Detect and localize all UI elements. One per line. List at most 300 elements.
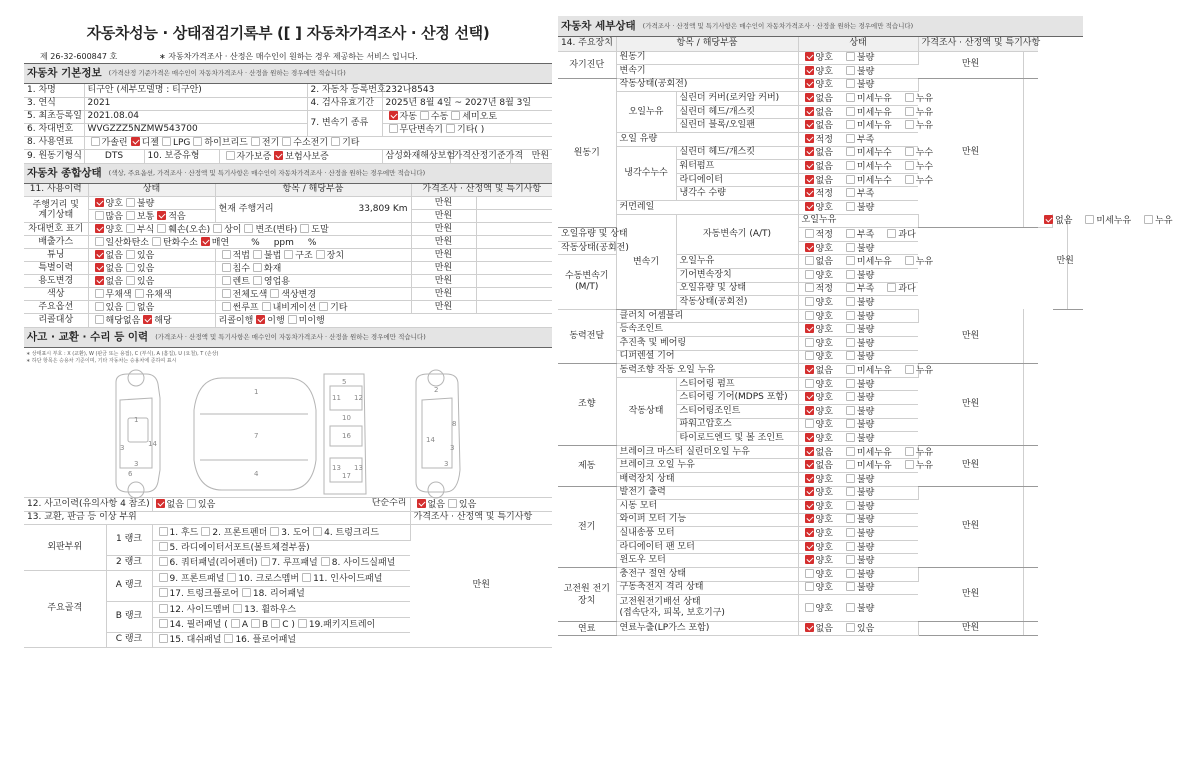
checkbox[interactable] [222,250,231,259]
system-label: 변속기 [616,214,676,309]
checkbox[interactable] [846,120,855,129]
detail-row [558,445,1083,459]
checkbox[interactable] [213,224,222,233]
state-cell: 양호 불량 [798,418,918,432]
checkbox[interactable] [270,527,279,536]
checkbox[interactable] [159,557,168,566]
svg-text:17: 17 [342,472,351,480]
checkbox[interactable] [251,619,260,628]
note-cell [1023,486,1038,568]
check-icon[interactable] [805,243,814,252]
engine-type: DTS [84,149,144,163]
checkbox[interactable] [331,137,340,146]
doc-note: ∗ 자동차가격조사 · 산정은 매수인이 원하는 경우 제공하는 서비스 입니다. [159,51,418,61]
checkbox[interactable] [451,111,460,120]
svg-text:3: 3 [134,460,139,468]
checkbox[interactable] [126,276,135,285]
checkbox[interactable] [805,229,814,238]
check-icon[interactable] [805,447,814,456]
state-cell: 양호 불량 [798,241,918,255]
checkbox[interactable] [233,604,242,613]
checkbox[interactable] [805,569,814,578]
checkbox[interactable] [805,582,814,591]
checkbox[interactable] [805,283,814,292]
checkbox[interactable] [1085,215,1094,224]
checkbox[interactable] [846,79,855,88]
checkbox[interactable] [846,311,855,320]
label-fuel: 8. 사용연료 [24,136,84,149]
checkbox[interactable] [389,124,398,133]
item-label: 작동상태(공회전) [616,78,798,92]
checkbox[interactable] [846,419,855,428]
item-label: 파워고압호스 [676,418,798,432]
checkbox[interactable] [846,243,855,252]
item-label: 추진축 및 베어링 [616,336,798,350]
check-icon[interactable] [805,175,814,184]
state-cell: 양호 불량 [798,581,918,595]
checkbox[interactable] [201,527,210,536]
checkbox[interactable] [95,302,104,311]
item-label: 등속조인트 [616,323,798,337]
check-icon[interactable] [417,499,426,508]
checkbox[interactable] [905,120,914,129]
price-cell: 만원 [918,51,1023,78]
check-icon[interactable] [389,111,398,120]
checkbox[interactable] [905,460,914,469]
check-icon[interactable] [131,137,140,146]
checkbox[interactable] [159,527,168,536]
svg-text:2: 2 [434,386,439,394]
check-icon[interactable] [157,211,166,220]
label-first-reg: 5. 최초등록일 [24,110,84,123]
check-icon[interactable] [805,52,814,61]
checkbox[interactable] [242,588,251,597]
checkbox[interactable] [159,573,168,582]
checkbox[interactable] [846,134,855,143]
item-label: 커먼레일 [616,201,798,215]
svg-text:1: 1 [254,388,259,396]
checkbox[interactable] [159,542,168,551]
checkbox[interactable] [846,52,855,61]
group-label: 작동상태 [616,377,676,445]
check-icon[interactable] [805,406,814,415]
checkbox[interactable] [224,634,233,643]
state-cell: 양호 불량 [798,513,918,527]
price-base-value: 만원 [510,149,552,163]
check-icon[interactable] [805,188,814,197]
checkbox[interactable] [846,93,855,102]
checkbox[interactable] [319,302,328,311]
checkbox[interactable] [846,297,855,306]
check-icon[interactable] [95,224,104,233]
state-cell: 양호 불량 [798,296,918,310]
price-cell: 만원 [1053,214,1068,309]
checkbox[interactable] [805,379,814,388]
doc-number-row [24,50,552,64]
svg-text:6: 6 [128,470,133,478]
system-label: 연료 [558,622,616,636]
checkbox[interactable] [905,93,914,102]
checkbox[interactable] [152,237,161,246]
checkbox[interactable] [270,289,279,298]
state-cell: 없음 미세누수 누수 [798,160,918,174]
checkbox[interactable] [251,137,260,146]
checkbox[interactable] [905,107,914,116]
checkbox[interactable] [126,302,135,311]
section-accident-history: 사고 · 교환 · 수리 등 이력 (가격조사 · 산정액 및 특기사항은 매수인이 자동차가격조사 · 산정을 원하는 경우에만 적습니다) [24,328,552,348]
item-label: 디퍼렌셜 기어 [616,350,798,364]
check-icon[interactable] [143,315,152,324]
label-year: 3. 연식 [24,97,84,110]
item-label: 클러치 어셈블리 [616,309,798,323]
checkbox[interactable] [253,263,262,272]
detail-table: 14. 주요장치 항목 / 해당부품 상태 가격조사 · 산정액 및 특기사항 자기진단 원동기 양호 불량 만원 변속기 양호 불량 원동기 작동상태(공회전) 양호 불량 만원 오일누유 실린더 커버(로커암 커버) 없음 미세누유 누유 실린더 헤드/개스킷 없음 미세누유 누유 실린더 블록/오일팬 없음 미세누유 누유 오일 유량 적정 부족 냉각수누수 실린더 헤드/개스킷 없음 미세누수 누수 워터펌프 없음 미세누수 누수 라디에이터 없음 미세누수 누수 냉각수 수량 적정 부족 커먼레일 양호 불량 변속기 자동변속기 (A/T) 오일누유 없음 미세누유 누유 만원 오일유량 및 상태 적정 부족 과다 작동상태(공회전) 양호 불량 수동변속기 (M/T) 오일누유 없음 미세누유 누유 기어변속장치 양호 불량 오일유량 및 상태 적정 부족 과다 작동상태(공회전) 양호 불량 동력전달 클러치 어셈블리 양호 불량 만원 등속조인트 양호 불량 추진축 및 베어링 양호 불량 디퍼렌셜 기어 양호 불량 조향 동력조향 작동 오일 누유 없음 미세누유 누유 만원 작동상태 스티어링 펌프 양호 불량 스티어링 기어(MDPS 포함) 양호 불량 스티어링조인트 양호 불량 파워고압호스 양호 불량 타이로드엔드 및 볼 조인트 양호 불량 제동 브레이크 마스터 실린더오일 누유 없음 미세누유 누유 만원 브레이크 오일 누유 없음 미세누유 누유 배력장치 상태 양호 불량 전기 발전기 출력 양호 불량 만원 시동 모터 양호 불량 와이퍼 모터 기능 양호 불량 실내송풍 모터 양호 불량 라디에이터 팬 모터 양호 불량 윈도우 모터 양호 불량 고전원 전기장치 충전구 절연 상태 양호 불량 만원 구동축전지 격리 상태 양호 불량 고전원전기배선 상태 (접속단자, 피복, 보호기구) 양호 불량 연료 연료누출(LP가스 포함) 없음 있음 만원 [558,37,1083,636]
item-label: 작동상태(공회전) [676,296,798,310]
system-label: 자기진단 [558,51,616,78]
check-icon[interactable] [201,237,210,246]
checkbox[interactable] [95,237,104,246]
check-icon[interactable] [95,263,104,272]
group-label: 냉각수누수 [616,146,676,200]
check-icon[interactable] [805,460,814,469]
checkbox[interactable] [159,588,168,597]
state-cell: 없음 미세누수 누수 [798,173,918,187]
checkbox[interactable] [846,379,855,388]
checkbox[interactable] [846,161,855,170]
basic-info-table [24,84,552,164]
checkbox[interactable] [222,263,231,272]
insurer: 삼성화재해상보험 [382,149,450,163]
checkbox[interactable] [227,573,236,582]
system-label: 전기 [558,486,616,568]
check-icon[interactable] [805,433,814,442]
check-icon[interactable] [805,555,814,564]
checkbox[interactable] [846,433,855,442]
svg-text:7: 7 [254,432,259,440]
check-icon[interactable] [256,315,265,324]
check-icon[interactable] [805,202,814,211]
checkbox[interactable] [805,297,814,306]
checkbox[interactable] [846,460,855,469]
price-cell: 만원 [918,364,1023,446]
check-icon[interactable] [805,324,814,333]
checkbox[interactable] [159,604,168,613]
check-icon[interactable] [805,79,814,88]
item-label: 배력장치 상태 [616,472,798,486]
page-title: 자동차성능 · 상태점검기록부 ([ ] 자동차가격조사 · 산정 선택) [86,23,490,42]
item-label: 실린더 블록/오일팬 [676,119,798,133]
state-cell: 양호 불량 [798,595,918,622]
item-label: 오일유량 및 상태 [676,282,798,296]
checkbox[interactable] [298,619,307,628]
svg-text:3: 3 [120,444,125,452]
checkbox[interactable] [126,224,135,233]
note-cell [1023,622,1038,636]
state-cell: 없음 미세누유 누유 [798,459,918,473]
inspection-period: 2025년 8월 4일 ~ 2027년 8월 3일 [382,97,552,110]
checkbox[interactable] [846,324,855,333]
check-icon[interactable] [805,392,814,401]
checkbox[interactable] [846,501,855,510]
checkbox[interactable] [905,147,914,156]
check-icon[interactable] [805,514,814,523]
section-overall-status: 자동차 종합상태 (색상, 주요옵션, 가격조사 · 산정액 및 특기사항은 매수인이 자동차가격조사 · 산정을 원하는 경우에만 적습니다) [24,164,552,184]
note-cell [1023,309,1038,363]
section-basic-info: 자동차 기본정보 (가격산정 기준가격은 매수인이 자동차가격조사 · 산정을 원하는 경우에만 적습니다) [24,64,552,84]
checkbox[interactable] [244,224,253,233]
check-icon[interactable] [95,250,104,259]
checkbox[interactable] [846,229,855,238]
item-label: 워터펌프 [676,160,798,174]
svg-text:5: 5 [342,378,347,386]
fuel-opts: 가솔린 디젤 LPG 하이브리드 전기 수소전기 기타 [84,136,552,149]
check-icon[interactable] [805,107,814,116]
checkbox[interactable] [846,147,855,156]
state-cell: 양호 불량 [798,336,918,350]
check-icon[interactable] [805,542,814,551]
checkbox[interactable] [805,311,814,320]
item-label: 오일누유 [798,214,918,228]
checkbox[interactable] [805,338,814,347]
checkbox[interactable] [846,582,855,591]
svg-text:13: 13 [332,464,341,472]
checkbox[interactable] [126,198,135,207]
checkbox[interactable] [846,256,855,265]
detail-row [558,78,1083,92]
transmission-opts-2: 무단변속기 기타( ) [382,123,552,136]
checkbox[interactable] [846,351,855,360]
item-label: 스티어링 기어(MDPS 포함) [676,391,798,405]
overall-table: 11. 사용이력 상태 항목 / 해당부품 가격조사 · 산정액 및 특기사항 주행거리 및 계기상태 양호 불량 현재 주행거리 33,809 Km 만원 많음 보통 적음 만원 차대번호 표기 양호 부식 훼손(오손) 상이 변조(변타) 도말 만원 배출가스 일산화탄소 탄화수소 매연 % ppm % 만원 튜닝 없음 있음 적법 불법 구조 장치 만원 특별이력 없음 있음 침수 화재 만원 용도변경 없음 있음 렌트 영업용 만원 색상 무채색 유채색 전체도색 색상변경 만원 주요옵션 있음 없음 썬루프 내비게이션 기타 만원 리콜대상 해당없음 해당 리콜이행 이행 미이행 [24,184,552,329]
label-warranty: 10. 보증유형 [144,149,219,163]
check-icon[interactable] [805,528,814,537]
item-label: 충전구 절연 상태 [616,568,798,582]
checkbox[interactable] [95,315,104,324]
detail-row [558,486,1083,500]
checkbox[interactable] [288,315,297,324]
item-label: 변속기 [616,65,798,79]
checkbox[interactable] [846,487,855,496]
checkbox[interactable] [846,270,855,279]
state-cell: 적정 부족 [798,133,918,147]
svg-text:3: 3 [450,444,455,452]
detail-row [558,51,1083,65]
checkbox[interactable] [887,229,896,238]
check-icon[interactable] [274,151,283,160]
checkbox[interactable] [905,365,914,374]
detail-row [558,364,1083,378]
checkbox[interactable] [805,419,814,428]
checkbox[interactable] [846,188,855,197]
checkbox[interactable] [91,137,100,146]
checkbox[interactable] [159,634,168,643]
state-cell: 양호 불량 [798,486,918,500]
detail-row [558,309,1083,323]
checkbox[interactable] [905,175,914,184]
checkbox[interactable] [282,137,291,146]
item-label: 고전원전기배선 상태 (접속단자, 피복, 보호기구) [616,595,798,622]
item-label: 타이로드엔드 및 볼 조인트 [676,432,798,446]
checkbox[interactable] [222,289,231,298]
checkbox[interactable] [887,283,896,292]
reg-no: 232나8543 [382,84,552,97]
check-icon[interactable] [805,487,814,496]
check-icon[interactable] [156,499,165,508]
checkbox[interactable] [261,557,270,566]
checkbox[interactable] [302,573,311,582]
check-icon[interactable] [805,147,814,156]
checkbox[interactable] [157,224,166,233]
checkbox[interactable] [846,474,855,483]
item-label: 작동상태(공회전) [558,241,616,255]
state-cell: 양호 불량 [798,78,918,92]
checkbox[interactable] [846,107,855,116]
state-cell: 없음 미세누유 누유 [798,364,918,378]
checkbox[interactable] [126,250,135,259]
checkbox[interactable] [846,528,855,537]
checkbox[interactable] [95,211,104,220]
checkbox[interactable] [846,202,855,211]
svg-text:3: 3 [444,460,449,468]
check-icon[interactable] [1044,215,1053,224]
vehicle-diagram: ∗ 상태표시 부호 : X (교환), W (판금 또는 용접), C (부식), A (흠집), U (요철), T (손상) ∗ 하단 항목은 승용차 기준이며, 기타 자동차는 승용차에 준하여 표시 1 3 3 6 14 1 7 4 5 11 12 10 16 13 17 13 2 8 3 3 14 [24,348,552,498]
checkbox[interactable] [846,175,855,184]
check-icon[interactable] [805,93,814,102]
checkbox[interactable] [805,603,814,612]
check-icon[interactable] [805,66,814,75]
item-label: 동력조향 작동 오일 누유 [616,364,798,378]
checkbox[interactable] [284,250,293,259]
checkbox[interactable] [846,514,855,523]
state-cell: 없음 미세누유 누유 [798,255,918,269]
checkbox[interactable] [846,447,855,456]
checkbox[interactable] [222,276,231,285]
checkbox[interactable] [313,527,322,536]
state-cell: 양호 불량 [798,51,918,65]
checkbox[interactable] [846,283,855,292]
check-icon[interactable] [95,198,104,207]
checkbox[interactable] [846,542,855,551]
odometer-value: 33,809 Km [358,204,408,214]
checkbox[interactable] [135,289,144,298]
checkbox[interactable] [846,555,855,564]
checkbox[interactable] [446,124,455,133]
checkbox[interactable] [126,263,135,272]
checkbox[interactable] [905,447,914,456]
checkbox[interactable] [846,623,855,632]
item-label: 실린더 헤드/개스킷 [676,105,798,119]
checkbox[interactable] [162,137,171,146]
check-icon[interactable] [805,623,814,632]
checkbox[interactable] [905,161,914,170]
checkbox[interactable] [222,302,231,311]
item-label: 연료누출(LP가스 포함) [616,622,798,636]
system-label: 동력전달 [558,309,616,363]
checkbox[interactable] [805,256,814,265]
checkbox[interactable] [805,270,814,279]
state-cell: 없음 있음 [798,622,918,636]
price-cell: 만원 [918,309,1023,363]
item-label: 실린더 헤드/개스킷 [676,146,798,160]
checkbox[interactable] [420,111,429,120]
state-cell: 양호 불량 [798,472,918,486]
checkbox[interactable] [846,365,855,374]
checkbox[interactable] [905,256,914,265]
checkbox[interactable] [846,338,855,347]
svg-text:4: 4 [254,470,259,478]
checkbox[interactable] [448,499,457,508]
system-label: 제동 [558,445,616,486]
state-cell: 양호 불량 [798,527,918,541]
checkbox[interactable] [300,224,309,233]
item-label: 실린더 커버(로커암 커버) [676,92,798,106]
label-reg-no: 2. 자동차 등록번호 [307,84,382,97]
left-column [24,16,552,648]
year: 2021 [84,97,307,110]
checkbox[interactable] [253,276,262,285]
item-label: 발전기 출력 [616,486,798,500]
checkbox[interactable] [253,250,262,259]
state-cell: 양호 불량 [798,404,918,418]
checkbox[interactable] [95,289,104,298]
note-cell [1023,51,1038,78]
item-label: 라디에이터 팬 모터 [616,540,798,554]
car-outline-diagram [24,370,552,498]
check-icon[interactable] [805,161,814,170]
transmission-opts-1: 자동 수동 세미오토 [382,110,552,123]
checkbox[interactable] [159,619,168,628]
checkbox[interactable] [187,499,196,508]
checkbox[interactable] [846,392,855,401]
state-cell: 없음 미세누유 누유 [798,119,918,133]
checkbox[interactable] [126,211,135,220]
check-icon[interactable] [805,120,814,129]
checkbox[interactable] [193,137,202,146]
state-cell: 없음 미세누유 누유 [1038,214,1053,228]
price-cell: 만원 [918,622,1023,636]
checkbox[interactable] [1144,215,1153,224]
check-icon[interactable] [805,501,814,510]
note-cell [1023,78,1038,228]
check-icon[interactable] [805,474,814,483]
checkbox[interactable] [846,569,855,578]
checkbox[interactable] [262,302,271,311]
label-odometer: 주행거리 및 계기상태 [24,197,88,223]
checkbox[interactable] [231,619,240,628]
item-label: 와이퍼 모터 기능 [616,513,798,527]
checkbox[interactable] [805,351,814,360]
state-cell: 적정 부족 과다 [798,228,918,242]
checkbox[interactable] [846,406,855,415]
checkbox[interactable] [271,619,280,628]
right-column [558,16,1173,636]
checkbox[interactable] [321,557,330,566]
checkbox[interactable] [846,603,855,612]
label-transmission: 7. 변속기 종류 [307,110,382,136]
state-cell: 양호 불량 [798,350,918,364]
checkbox[interactable] [316,250,325,259]
check-icon[interactable] [95,276,104,285]
check-icon[interactable] [805,134,814,143]
item-label: 스티어링조인트 [676,404,798,418]
checkbox[interactable] [226,151,235,160]
section-detail-status: 자동차 세부상태 (가격조사 · 산정액 및 특기사항은 매수인이 자동차가격조사 · 산정을 원하는 경우에만 적습니다) [558,16,1083,37]
label-vin: 6. 차대번호 [24,123,84,136]
svg-text:13: 13 [354,464,363,472]
detail-row [558,622,1083,636]
check-icon[interactable] [805,365,814,374]
checkbox[interactable] [846,66,855,75]
